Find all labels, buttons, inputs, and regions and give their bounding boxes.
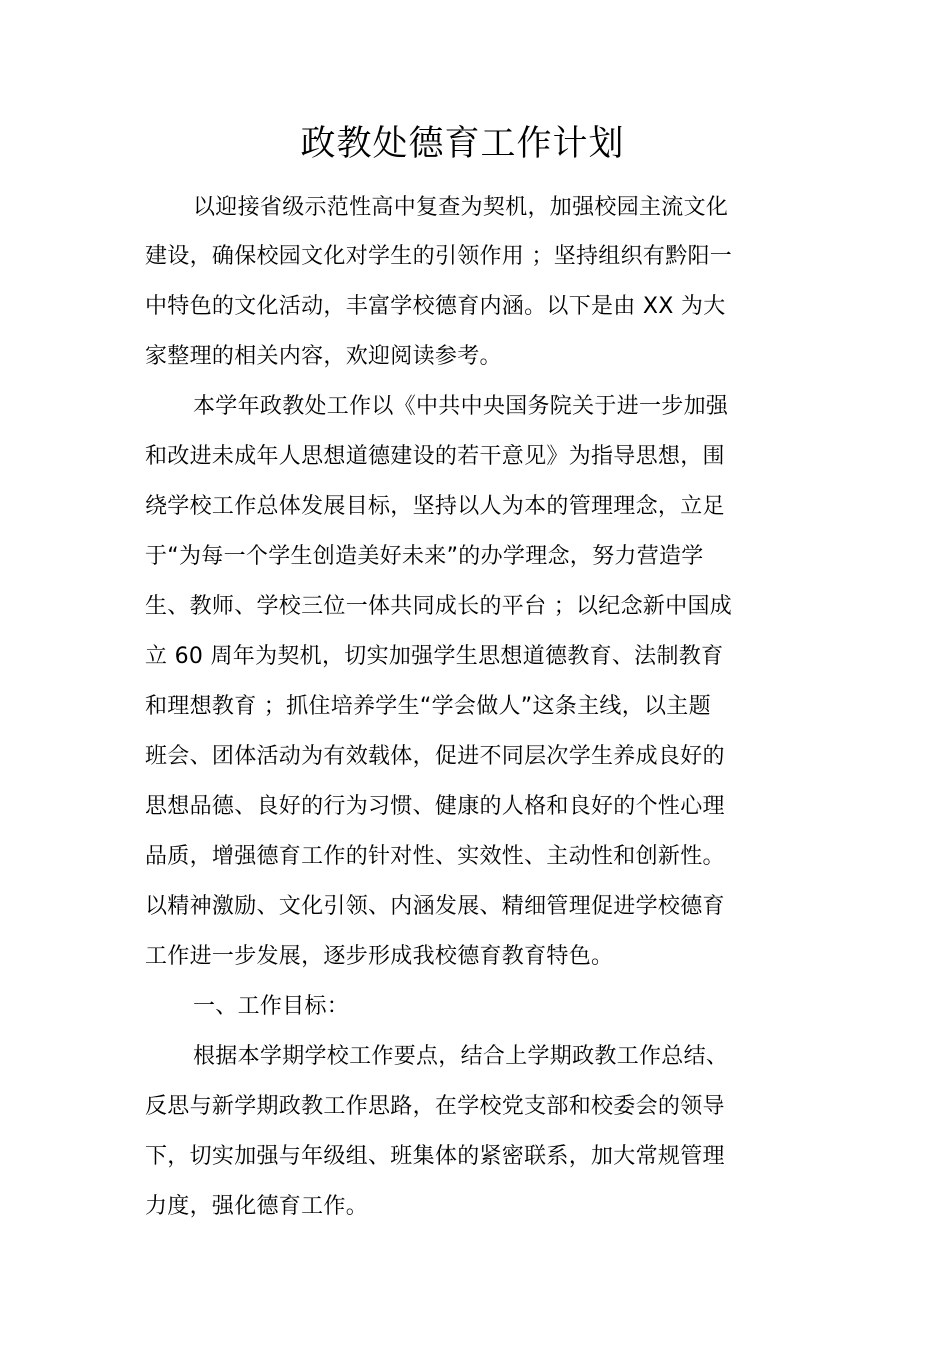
text-line: 建设，确保校园文化对学生的引领作用 ；坚持组织有黔阳一 [145,244,733,269]
text-line: 反思与新学期政教工作思路，在学校党支部和校委会的领导 [145,1094,725,1119]
text-line: 品质，增强德育工作的针对性、实效性、主动性和创新性。 [145,844,725,869]
text-line: 工作进一步发展，逐步形成我校德育教育特色。 [145,944,614,969]
text-line: 家整理的相关内容，欢迎阅读参考。 [145,344,502,369]
text-line: 于“为每一个学生创造美好未来”的办学理念，努力营造学 [145,544,704,569]
section-heading: 一、工作目标： [193,994,350,1019]
document-title: 政教处德育工作计划 [300,124,625,164]
text-line: 和改进未成年人思想道德建设的若干意见》为指导思想，围 [145,444,725,469]
text-line: 力度，强化德育工作。 [145,1194,369,1219]
text-line: 和理想教育 ；抓住培养学生“学会做人”这条主线，以主题 [145,694,711,719]
text-line: 绕学校工作总体发展目标，坚持以人为本的管理理念，立足 [145,494,725,519]
text-line: 以精神激励、文化引领、内涵发展、精细管理促进学校德育 [145,894,725,919]
text-line: 中特色的文化活动，丰富学校德育内涵。以下是由 XX 为大 [145,294,726,319]
text-line: 生、教师、学校三位一体共同成长的平台 ；以纪念新中国成 [145,594,733,619]
text-line: 以迎接省级示范性高中复查为契机，加强校园主流文化 [193,195,729,220]
text-line: 立 60 周年为契机，切实加强学生思想道德教育、法制教育 [145,644,724,669]
text-line: 班会、团体活动为有效载体，促进不同层次学生养成良好的 [145,744,725,769]
text-line: 本学年政教处工作以《中共中央国务院关于进一步加强 [193,394,729,419]
text-line: 根据本学期学校工作要点，结合上学期政教工作总结、 [193,1044,729,1069]
text-line: 下，切实加强与年级组、班集体的紧密联系，加大常规管理 [145,1144,725,1169]
text-line: 思想品德、良好的行为习惯、健康的人格和良好的个性心理 [145,794,725,819]
